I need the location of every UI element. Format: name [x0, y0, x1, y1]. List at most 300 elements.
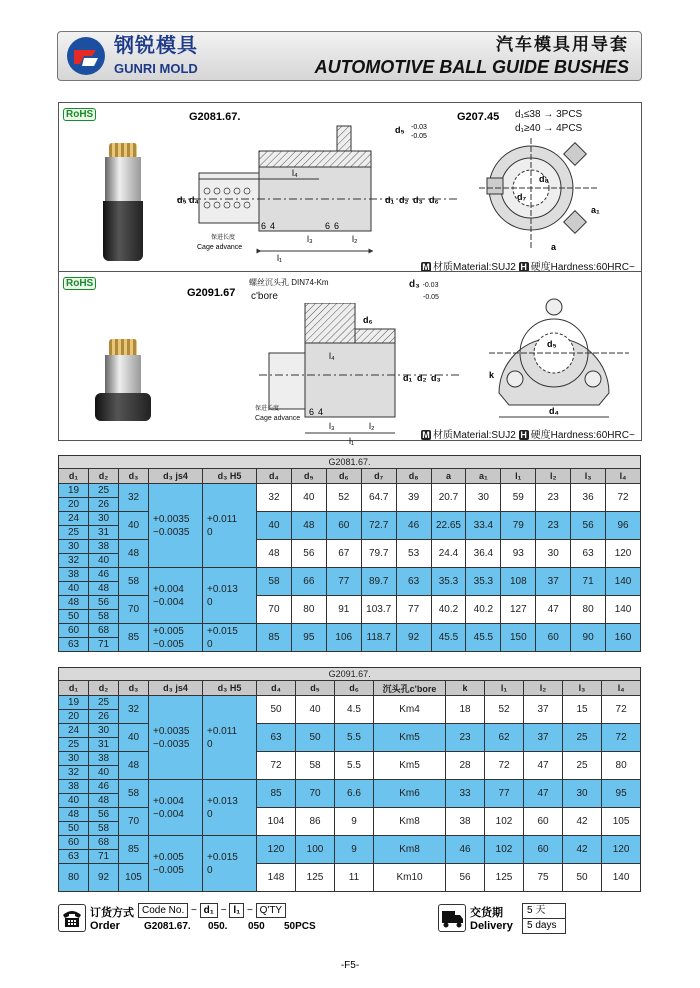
cell-cbore: Km4: [374, 696, 446, 724]
table-header-row: [59, 681, 641, 696]
cell-d2: 48: [89, 582, 119, 596]
table-title: G2091.67.: [59, 668, 641, 681]
cell-l: 93: [501, 540, 536, 568]
cell-l: 25: [563, 752, 602, 780]
cell-d1: 25: [59, 526, 89, 540]
page-title-cn: 汽车模具用导套: [496, 35, 629, 54]
column-header: d₃ js4: [149, 469, 203, 484]
dim-d4: d₄: [549, 406, 559, 416]
cell-d2: 26: [89, 710, 119, 724]
tolerance-value: +0.011: [207, 725, 238, 737]
column-header: l₂: [536, 469, 571, 484]
column-header: a₁: [466, 469, 501, 484]
cell-d: 70: [257, 596, 292, 624]
cell-l: 102: [485, 808, 524, 836]
cell-cbore: Km5: [374, 752, 446, 780]
column-header: d₃ H5: [203, 469, 257, 484]
cell-d3: 58: [119, 780, 149, 808]
cell-l: 47: [524, 780, 563, 808]
cell-d3: 70: [119, 596, 149, 624]
cell-d: 64.7: [361, 484, 396, 512]
cell-d1: 19: [59, 696, 89, 710]
cell-d3: 48: [119, 540, 149, 568]
cell-d: 85: [257, 624, 292, 652]
cell-l: 108: [501, 568, 536, 596]
product-code: G2091.67: [187, 287, 236, 299]
rohs-badge: RoHS: [63, 108, 96, 121]
dim-d2: d₂: [417, 373, 427, 383]
cell-js4-tolerance: [149, 780, 203, 836]
cell-d2: 58: [89, 610, 119, 624]
cell-d2: 38: [89, 540, 119, 554]
cell-d: 39: [396, 484, 431, 512]
cell-d: 72: [257, 752, 296, 780]
cell-l: 59: [501, 484, 536, 512]
column-header: d₃ H5: [203, 681, 257, 696]
cell-d2: 31: [89, 526, 119, 540]
cell-d: 5.5: [335, 724, 374, 752]
table-header-row: [59, 469, 641, 484]
column-header: d₆: [326, 469, 361, 484]
tolerance-value: +0.005: [153, 625, 184, 637]
cell-d1: 50: [59, 822, 89, 836]
cell-d: 9: [335, 836, 374, 864]
tolerance-value: +0.015: [207, 851, 238, 863]
tolerance-value: +0.004: [153, 583, 184, 595]
cell-l: 36: [571, 484, 606, 512]
gunri-logo-icon: [66, 36, 106, 76]
cell-d3: 40: [119, 724, 149, 752]
dim-l2: l₂: [352, 234, 358, 244]
cell-l: 30: [536, 540, 571, 568]
dim-k: k: [489, 370, 495, 380]
dim-d3: d₃: [431, 373, 441, 383]
cell-d: 100: [296, 836, 335, 864]
column-header: l₁: [501, 469, 536, 484]
cell-d: 86: [296, 808, 335, 836]
cell-l: 72: [602, 724, 641, 752]
cell-l: 105: [602, 808, 641, 836]
column-header: d₈: [396, 469, 431, 484]
g2091-flange-drawing: [489, 293, 629, 423]
dim-l4: l₄: [292, 168, 298, 178]
cell-d: 91: [326, 596, 361, 624]
cell-d: 60: [326, 512, 361, 540]
cell-d: 148: [257, 864, 296, 892]
dim-d5: d₅: [177, 195, 187, 205]
cell-d1: 40: [59, 582, 89, 596]
cell-a: 30: [466, 484, 501, 512]
page-number: -F5-: [340, 960, 360, 971]
table-row: [59, 540, 641, 554]
cell-cbore: Km8: [374, 836, 446, 864]
delivery-label-cn: 交货期: [470, 907, 503, 919]
table-row: [59, 752, 641, 766]
cell-a: 20.7: [431, 484, 466, 512]
cell-l: 50: [563, 864, 602, 892]
dim-l3: l₃: [307, 234, 313, 244]
cell-d1: 20: [59, 710, 89, 724]
cell-d: 120: [257, 836, 296, 864]
table-row: [59, 836, 641, 850]
cell-d3: 105: [119, 864, 149, 892]
dim-l3: l₃: [329, 421, 335, 431]
cbore-label: c'bore: [251, 291, 278, 302]
cell-l: 72: [606, 484, 641, 512]
table-row: [59, 780, 641, 794]
cell-d: 89.7: [361, 568, 396, 596]
delivery-label-en: Delivery: [470, 920, 513, 932]
delivery-time-box: [522, 903, 566, 934]
cell-a: 45.5: [431, 624, 466, 652]
tolerance-value: −0.005: [153, 864, 184, 876]
cell-d: 9: [335, 808, 374, 836]
dim-4: 4: [270, 221, 276, 231]
cell-d2: 38: [89, 752, 119, 766]
delivery-truck-icon: [438, 904, 466, 932]
cell-js4-tolerance: [149, 624, 203, 652]
flange-rule-1: d₁≤38 → 3PCS: [515, 109, 583, 120]
dim-6b: 6: [325, 221, 331, 231]
dim-a1: a₁: [591, 205, 600, 215]
cell-l: 75: [524, 864, 563, 892]
dim-d7: d₇: [517, 192, 527, 202]
dim-l4: l₄: [329, 351, 335, 361]
cell-l: 63: [571, 540, 606, 568]
cell-d: 48: [291, 512, 326, 540]
tolerance-value: +0.004: [153, 795, 184, 807]
dim-6: 6: [261, 221, 267, 231]
cell-l: 72: [485, 752, 524, 780]
cell-l: 25: [563, 724, 602, 752]
cell-d3: 58: [119, 568, 149, 596]
cell-d1: 60: [59, 836, 89, 850]
cell-d: 77: [396, 596, 431, 624]
cage-label-cn: 保进长度: [211, 235, 236, 241]
dim-d6: d₆: [363, 315, 373, 325]
cell-h5-tolerance: [203, 568, 257, 624]
table-row: [59, 484, 641, 498]
tolerance-value: +0.015: [207, 625, 238, 637]
screw-spec: 螺丝沉头孔 DIN74-Km: [249, 278, 329, 287]
column-header: d₂: [89, 681, 119, 696]
cell-d1: 40: [59, 794, 89, 808]
order-label-en: Order: [90, 920, 120, 932]
tolerance-value: 0: [207, 864, 213, 876]
cell-a: 22.65: [431, 512, 466, 540]
cell-h5-tolerance: [203, 484, 257, 568]
tolerance-value: −0.0035: [153, 738, 190, 750]
tolerance-value: 0: [207, 638, 213, 650]
table-row: [59, 808, 641, 822]
cell-l: 127: [501, 596, 536, 624]
column-header: d₅: [291, 469, 326, 484]
cage-label-en: Cage advance: [197, 244, 243, 251]
cell-l: 125: [485, 864, 524, 892]
cell-l: 140: [606, 568, 641, 596]
tol-label: d₅: [395, 125, 405, 135]
order-example-l1: 050: [248, 921, 265, 932]
cell-d2: 56: [89, 808, 119, 822]
cell-k: 18: [446, 696, 485, 724]
cell-l: 37: [524, 696, 563, 724]
cell-a: 35.3: [466, 568, 501, 596]
column-header: d₇: [361, 469, 396, 484]
cage-label-en: Cage advance: [255, 415, 301, 422]
product-photo-g2091: [95, 339, 151, 421]
column-header: d₆: [335, 681, 374, 696]
cell-d: 50: [257, 696, 296, 724]
column-header: 沉头孔c'bore: [374, 681, 446, 696]
cell-d3: 85: [119, 624, 149, 652]
dim-l1: l₁: [277, 253, 283, 263]
cell-d: 40: [257, 512, 292, 540]
cell-d1: 80: [59, 864, 89, 892]
cell-d2: 40: [89, 554, 119, 568]
cell-d: 48: [257, 540, 292, 568]
tolerance-value: −0.0035: [153, 526, 190, 538]
table-title-row: [59, 668, 641, 681]
cell-d: 63: [396, 568, 431, 596]
table-row: [59, 512, 641, 526]
cell-a: 40.2: [466, 596, 501, 624]
cell-d2: 68: [89, 624, 119, 638]
separator: −: [191, 905, 197, 916]
dim-4: 4: [318, 407, 324, 417]
cell-d1: 63: [59, 850, 89, 864]
table-row: [59, 724, 641, 738]
cell-cbore: Km10: [374, 864, 446, 892]
cell-cbore: Km6: [374, 780, 446, 808]
cell-d2: 46: [89, 780, 119, 794]
cell-a: 40.2: [431, 596, 466, 624]
cell-d2: 40: [89, 766, 119, 780]
delivery-time-en: 5 days: [527, 920, 557, 931]
divider: [59, 271, 641, 272]
dim-d1: d₁: [385, 195, 395, 205]
tolerance-value: +0.011: [207, 513, 238, 525]
cell-l: 95: [602, 780, 641, 808]
cell-d3: 32: [119, 484, 149, 512]
cell-d2: 71: [89, 638, 119, 652]
cell-h5-tolerance: [203, 836, 257, 892]
cell-d2: 48: [89, 794, 119, 808]
column-header: d₄: [257, 681, 296, 696]
column-header: k: [446, 681, 485, 696]
column-header: a: [431, 469, 466, 484]
column-header: d₅: [296, 681, 335, 696]
table-title-row: [59, 456, 641, 469]
cell-a: 35.3: [431, 568, 466, 596]
order-field-d1: d₁: [200, 903, 218, 918]
cell-d: 125: [296, 864, 335, 892]
cell-d: 52: [326, 484, 361, 512]
tol-spec: d₃ -0.03 -0.05: [409, 279, 439, 301]
column-header: l₄: [606, 469, 641, 484]
brand-name-cn: 钢锐模具: [114, 35, 198, 57]
table-title: G2081.67.: [59, 456, 641, 469]
cell-k: 46: [446, 836, 485, 864]
cell-d1: 32: [59, 766, 89, 780]
product-photo-g2081: [103, 143, 143, 261]
cell-d1: 32: [59, 554, 89, 568]
cell-l: 62: [485, 724, 524, 752]
order-example-qty: 50PCS: [284, 921, 316, 932]
column-header: l₃: [571, 469, 606, 484]
cell-h5-tolerance: [203, 624, 257, 652]
dim-d6: d₆: [429, 195, 439, 205]
order-code-format: [138, 903, 286, 918]
cell-d1: 48: [59, 808, 89, 822]
tolerance-value: −0.005: [153, 638, 184, 650]
cell-l: 30: [563, 780, 602, 808]
dim-d2: d₂: [399, 195, 409, 205]
g2081-section-drawing: [177, 121, 457, 266]
column-header: l₂: [524, 681, 563, 696]
cell-d: 40: [291, 484, 326, 512]
cell-d: 53: [396, 540, 431, 568]
cell-d: 5.5: [335, 752, 374, 780]
cell-d: 67: [326, 540, 361, 568]
column-header: l₁: [485, 681, 524, 696]
tolerance-value: +0.0035: [153, 725, 190, 737]
column-header: d₃: [119, 681, 149, 696]
cell-l: 42: [563, 808, 602, 836]
cell-d3: 32: [119, 696, 149, 724]
dim-d8: d₈: [539, 174, 549, 184]
cell-l: 42: [563, 836, 602, 864]
cell-d: 72.7: [361, 512, 396, 540]
order-field-qty: Q'TY: [256, 903, 286, 918]
cell-l: 90: [571, 624, 606, 652]
tolerance-value: +0.005: [153, 851, 184, 863]
dim-l1: l₁: [349, 436, 355, 446]
dim-d5: d₅: [547, 339, 557, 349]
cell-d: 79.7: [361, 540, 396, 568]
flange-code: G207.45: [457, 111, 500, 123]
tolerance-value: 0: [207, 526, 213, 538]
cell-d1: 30: [59, 752, 89, 766]
cell-d: 77: [326, 568, 361, 596]
cell-d: 63: [257, 724, 296, 752]
table-row: [59, 596, 641, 610]
cell-d3: 40: [119, 512, 149, 540]
cell-d: 95: [291, 624, 326, 652]
tolerance-value: +0.0035: [153, 513, 190, 525]
cell-d: 103.7: [361, 596, 396, 624]
dim-a: a: [551, 242, 557, 252]
cell-a: 24.4: [431, 540, 466, 568]
table-row: [59, 568, 641, 582]
product-code: G2081.67.: [189, 111, 241, 123]
cell-l: 140: [606, 596, 641, 624]
cell-l: 96: [606, 512, 641, 540]
order-section: [58, 900, 658, 938]
cell-a: 45.5: [466, 624, 501, 652]
header-banner: [57, 31, 642, 81]
cell-d: 106: [326, 624, 361, 652]
tolerance-value: 0: [207, 738, 213, 750]
cell-k: 38: [446, 808, 485, 836]
cell-d: 11: [335, 864, 374, 892]
flange-rule-2: d₁≥40 → 4PCS: [515, 123, 583, 134]
cell-d2: 25: [89, 696, 119, 710]
cell-d1: 60: [59, 624, 89, 638]
order-field-code: Code No.: [138, 903, 188, 918]
spec-table-g2081: [58, 455, 641, 652]
cell-l: 52: [485, 696, 524, 724]
cell-d2: 56: [89, 596, 119, 610]
cell-l: 72: [602, 696, 641, 724]
g207-flange-drawing: [479, 138, 629, 258]
cell-d3: 85: [119, 836, 149, 864]
cell-js4-tolerance: [149, 568, 203, 624]
table-row: [59, 624, 641, 638]
cell-k: 56: [446, 864, 485, 892]
cell-js4-tolerance: [149, 484, 203, 568]
telephone-icon: [58, 904, 86, 932]
cell-l: 15: [563, 696, 602, 724]
cell-d: 118.7: [361, 624, 396, 652]
tol-upper: -0.03: [411, 124, 427, 131]
cell-d: 66: [291, 568, 326, 596]
cell-d2: 92: [89, 864, 119, 892]
cell-l: 79: [501, 512, 536, 540]
cell-d: 80: [291, 596, 326, 624]
cell-l: 37: [536, 568, 571, 596]
cell-d: 58: [296, 752, 335, 780]
tolerance-value: +0.013: [207, 795, 238, 807]
cell-d: 58: [257, 568, 292, 596]
product-drawings-panel: [58, 102, 642, 446]
column-header: l₄: [602, 681, 641, 696]
column-header: d₃ js4: [149, 681, 203, 696]
column-header: d₄: [257, 469, 292, 484]
cell-d: 104: [257, 808, 296, 836]
tolerance-value: 0: [207, 808, 213, 820]
cell-h5-tolerance: [203, 696, 257, 780]
cell-d2: 46: [89, 568, 119, 582]
spec-table-g2091: [58, 667, 641, 892]
cell-d2: 68: [89, 836, 119, 850]
cell-d: 32: [257, 484, 292, 512]
cell-l: 102: [485, 836, 524, 864]
order-label-cn: 订货方式: [90, 907, 134, 919]
brand-name-en: GUNRI MOLD: [114, 61, 198, 76]
table-row: [59, 696, 641, 710]
cell-d1: 63: [59, 638, 89, 652]
dim-d1: d₁: [403, 373, 413, 383]
cell-d2: 26: [89, 498, 119, 512]
cell-d: 40: [296, 696, 335, 724]
cell-d1: 38: [59, 780, 89, 794]
cell-l: 37: [524, 724, 563, 752]
cell-d2: 30: [89, 724, 119, 738]
cell-d: 46: [396, 512, 431, 540]
cell-l: 23: [536, 484, 571, 512]
tolerance-value: +0.013: [207, 583, 238, 595]
column-header: d₁: [59, 469, 89, 484]
tol-lower: -0.05: [411, 133, 427, 140]
dim-d4: d₄: [189, 195, 199, 205]
rohs-badge: RoHS: [63, 277, 96, 290]
tolerance-value: −0.004: [153, 808, 184, 820]
cell-d3: 70: [119, 808, 149, 836]
cell-d1: 24: [59, 724, 89, 738]
cell-cbore: Km8: [374, 808, 446, 836]
cell-k: 28: [446, 752, 485, 780]
cell-k: 23: [446, 724, 485, 752]
